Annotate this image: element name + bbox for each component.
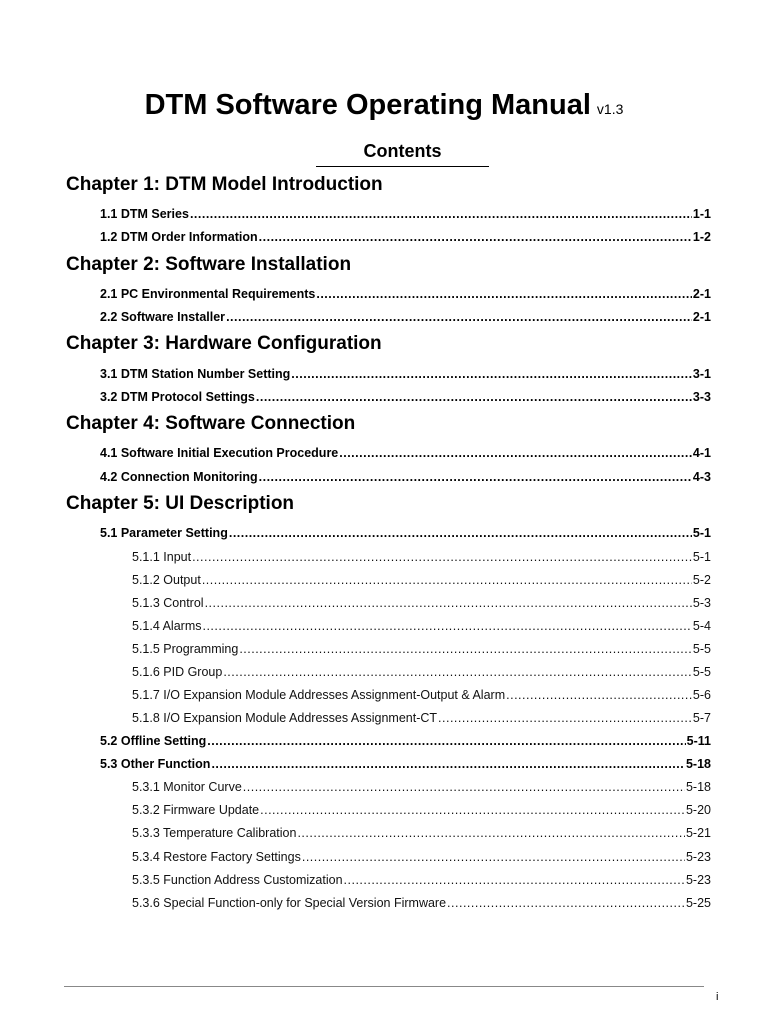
chapter-heading[interactable]: Chapter 3: Hardware Configuration [66,333,382,354]
toc-entry-label: 5.1.3 Control [132,596,204,610]
toc-entry-label: 5.3.1 Monitor Curve [132,780,242,794]
toc-subsection-entry[interactable] [132,895,711,911]
dot-leader [202,572,692,588]
dot-leader [205,595,692,611]
chapter-heading[interactable]: Chapter 5: UI Description [66,493,295,514]
toc-entry-label: 2.2 Software Installer [100,310,226,324]
dot-leader [506,687,692,703]
toc-entry-label: 4.2 Connection Monitoring [100,470,258,484]
toc-page-ref: 5-23 [685,873,711,887]
toc-subsection-entry[interactable] [132,872,711,888]
toc-section-entry[interactable] [100,756,711,772]
toc-section-entry[interactable] [100,229,711,245]
dot-leader [260,802,685,818]
toc-page-ref: 1-2 [692,230,711,244]
page-number: i [716,991,719,1003]
toc-page-ref: 4-1 [692,446,711,460]
toc-page-ref: 3-3 [692,390,711,404]
chapter-heading[interactable]: Chapter 2: Software Installation [66,254,352,275]
toc-page-ref: 5-3 [692,596,711,610]
toc-page-ref: 5-23 [685,850,711,864]
toc-subsection-entry[interactable] [132,549,711,565]
footer-divider [64,986,704,987]
toc-section-entry[interactable] [100,309,711,325]
toc-entry-label: 3.1 DTM Station Number Setting [100,367,291,381]
toc-section-entry[interactable] [100,445,711,461]
dot-leader [226,309,692,325]
toc-page-ref: 2-1 [692,287,711,301]
dot-leader [297,825,685,841]
toc-section-entry[interactable] [100,469,711,485]
toc-entry-label: 5.3.6 Special Function-only for Special Version Firmware [132,896,447,910]
toc-section-entry[interactable] [100,525,711,541]
dot-leader [202,618,691,634]
toc-section-entry[interactable] [100,366,711,382]
toc-entry-label: 5.1 Parameter Setting [100,526,228,540]
toc-page-ref: 5-21 [685,826,711,840]
dot-leader [259,469,692,485]
toc-subsection-entry[interactable] [132,572,711,588]
toc-entry-label: 5.1.4 Alarms [132,619,202,633]
toc-section-entry[interactable] [100,286,711,302]
toc-subsection-entry[interactable] [132,849,711,865]
dot-leader [302,849,685,865]
toc-subsection-entry[interactable] [132,595,711,611]
toc-entry-label: 1.1 DTM Series [100,207,189,221]
toc-page-ref: 5-7 [692,711,711,725]
toc-entry-label: 5.3.3 Temperature Calibration [132,826,297,840]
dot-leader [239,641,692,657]
toc-subsection-entry[interactable] [132,710,711,726]
toc-entry-label: 5.3 Other Function [100,757,211,771]
contents-heading: Contents [316,141,489,167]
dot-leader [243,779,685,795]
toc-page-ref: 5-18 [685,757,711,771]
toc-entry-label: 5.3.2 Firmware Update [132,803,260,817]
toc-entry-label: 4.1 Software Initial Execution Procedure [100,446,339,460]
title-text: DTM Software Operating Manual [144,89,591,121]
dot-leader [207,733,685,749]
toc-page-ref: 5-11 [686,734,711,748]
dot-leader [229,525,692,541]
toc-entry-label: 5.1.6 PID Group [132,665,223,679]
toc-section-entry[interactable] [100,733,711,749]
toc-page-ref: 5-5 [692,665,711,679]
toc-page-ref: 5-1 [692,550,711,564]
toc-page-ref: 5-18 [685,780,711,794]
chapter-heading[interactable]: Chapter 1: DTM Model Introduction [66,174,383,195]
dot-leader [447,895,685,911]
toc-page-ref: 2-1 [692,310,711,324]
toc-subsection-entry[interactable] [132,618,711,634]
toc-entry-label: 5.1.2 Output [132,573,201,587]
toc-page-ref: 5-6 [692,688,711,702]
toc-entry-label: 5.2 Offline Setting [100,734,207,748]
dot-leader [259,229,692,245]
dot-leader [190,206,692,222]
toc-entry-label: 2.1 PC Environmental Requirements [100,287,316,301]
toc-subsection-entry[interactable] [132,825,711,841]
toc-entry-label: 3.2 DTM Protocol Settings [100,390,255,404]
toc-subsection-entry[interactable] [132,664,711,680]
version-label: v1.3 [596,101,624,117]
toc-page-ref: 1-1 [692,207,711,221]
dot-leader [344,872,685,888]
toc-page-ref: 5-5 [692,642,711,656]
dot-leader [256,389,692,405]
toc-entry-label: 1.2 DTM Order Information [100,230,258,244]
dot-leader [339,445,692,461]
toc-entry-label: 5.1.7 I/O Expansion Module Addresses Assignment-Output & Alarm [132,688,506,702]
toc-subsection-entry[interactable] [132,687,711,703]
toc-page-ref: 5-4 [692,619,711,633]
toc-entry-label: 5.1.5 Programming [132,642,239,656]
dot-leader [211,756,685,772]
toc-page-ref: 5-20 [685,803,711,817]
toc-entry-label: 5.3.4 Restore Factory Settings [132,850,301,864]
toc-entry-label: 5.1.1 Input [132,550,192,564]
toc-subsection-entry[interactable] [132,641,711,657]
toc-page-ref: 3-1 [692,367,711,381]
toc-section-entry[interactable] [100,206,711,222]
dot-leader [223,664,692,680]
toc-subsection-entry[interactable] [132,779,711,795]
toc-entry-label: 5.3.5 Function Address Customization [132,873,343,887]
dot-leader [438,710,692,726]
chapter-heading[interactable]: Chapter 4: Software Connection [66,413,356,434]
toc-page-ref: 5-2 [692,573,711,587]
dot-leader [192,549,692,565]
toc-page-ref: 4-3 [692,470,711,484]
dot-leader [291,366,692,382]
toc-entry-label: 5.1.8 I/O Expansion Module Addresses Assignment-CT [132,711,438,725]
toc-page-ref: 5-25 [685,896,711,910]
dot-leader [316,286,692,302]
toc-section-entry[interactable] [100,389,711,405]
toc-subsection-entry[interactable] [132,802,711,818]
toc-page-ref: 5-1 [692,526,711,540]
